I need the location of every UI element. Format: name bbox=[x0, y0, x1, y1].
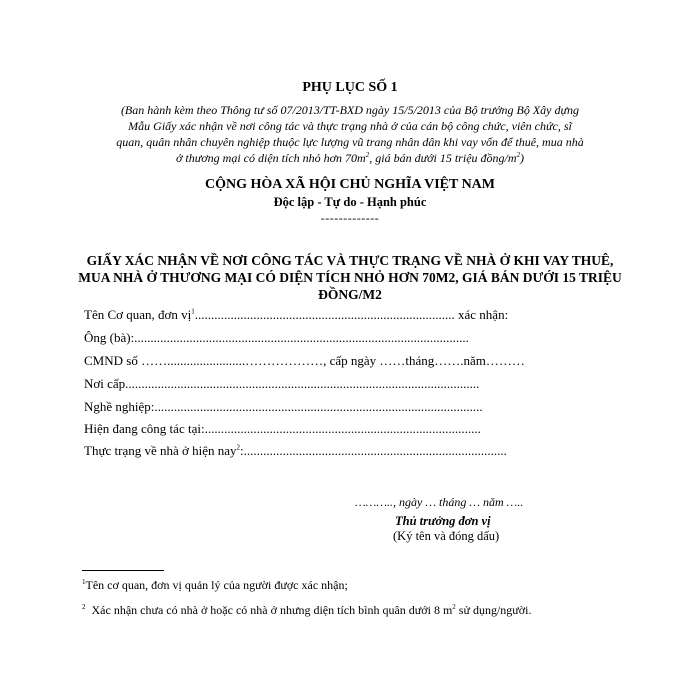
field-label: Tên Cơ quan, đơn vị bbox=[84, 307, 192, 322]
appendix-title: PHỤ LỤC SỐ 1 bbox=[302, 80, 398, 95]
intro-line: (Ban hành kèm theo Thông tư số 07/2013/TT-BXD ngày 15/5/2013 của Bộ trưởng Bộ Xây dựng bbox=[120, 103, 580, 117]
footnote-text: sử dụng/người. bbox=[455, 603, 532, 617]
intro-line: quan, quân nhân chuyên nghiệp thuộc lực lượng vũ trang nhân dân khi vay vốn để thuê, mua nhà bbox=[116, 135, 584, 149]
intro-line-part: , giá bán dưới 15 triệu đồng/m bbox=[369, 151, 517, 165]
field-occupation: Nghề nghiệp:..................................................................................................... bbox=[84, 399, 483, 414]
separator-dashes: ------------- bbox=[320, 211, 380, 225]
national-title: CỘNG HÒA XÃ HỘI CHỦ NGHĨA VIỆT NAM bbox=[204, 177, 495, 192]
field-agency bbox=[84, 307, 508, 323]
field-label: Thực trạng về nhà ở hiện nay bbox=[84, 443, 237, 458]
footnote-mark: 1 bbox=[82, 578, 86, 586]
intro-line-part: ở thương mại có diện tích nhỏ hơn 70m bbox=[175, 151, 366, 165]
field-person: Ông (bà):....................................................................................................... bbox=[84, 330, 469, 345]
superscript: 2 bbox=[236, 443, 241, 452]
head-of-unit-label: Thủ trưởng đơn vị bbox=[395, 514, 491, 528]
superscript: 2 bbox=[516, 151, 521, 159]
field-issued-by: Nơi cấp............................................................................................................. bbox=[84, 376, 480, 391]
intro-text bbox=[60, 102, 640, 166]
place-date-line: ……….., ngày … tháng … năm ….. bbox=[355, 495, 524, 509]
national-motto: Độc lập - Tự do - Hạnh phúc bbox=[273, 195, 427, 209]
field-dots: ................................................................................ xác nhận: bbox=[194, 307, 509, 322]
footnote-text: Tên cơ quan, đơn vị quản lý của người được xác nhận; bbox=[85, 578, 348, 592]
superscript: 2 bbox=[452, 603, 456, 611]
superscript: 2 bbox=[365, 151, 370, 159]
footnote-mark: 2 bbox=[82, 603, 86, 611]
field-id-number: CMND số ……........................………………, cấp ngày ……tháng…….năm……… bbox=[84, 353, 525, 368]
footnote-text: Xác nhận chưa có nhà ở hoặc có nhà ở nhưng diện tích bình quân dưới 8 m bbox=[91, 603, 453, 617]
document-title: GIẤY XÁC NHẬN VỀ NƠI CÔNG TÁC VÀ THỰC TRẠNG VỀ NHÀ Ở KHI VAY THUÊ, MUA NHÀ Ở THƯƠNG MẠI CÓ DIỆN TÍCH NHỎ HƠN 70M2, GIÁ BÁN DƯỚI 15 TRIỆU ĐỒNG/M2 bbox=[78, 253, 622, 302]
footnote-1 bbox=[82, 578, 348, 593]
sign-stamp-note: (Ký tên và đóng dấu) bbox=[393, 529, 500, 543]
field-workplace: Hiện đang công tác tại:..................................................................................... bbox=[84, 421, 481, 436]
intro-line-part: ) bbox=[520, 151, 525, 165]
intro-line: Mẫu Giấy xác nhận về nơi công tác và thực trạng nhà ở của cán bộ công chức, viên chức, sĩ bbox=[128, 119, 572, 133]
field-dots: :................................................................................. bbox=[240, 443, 507, 458]
footnote-divider bbox=[82, 570, 164, 571]
intro-line bbox=[60, 150, 640, 166]
superscript: 1 bbox=[191, 307, 195, 316]
field-housing bbox=[84, 443, 507, 459]
footnote-2 bbox=[82, 603, 532, 618]
